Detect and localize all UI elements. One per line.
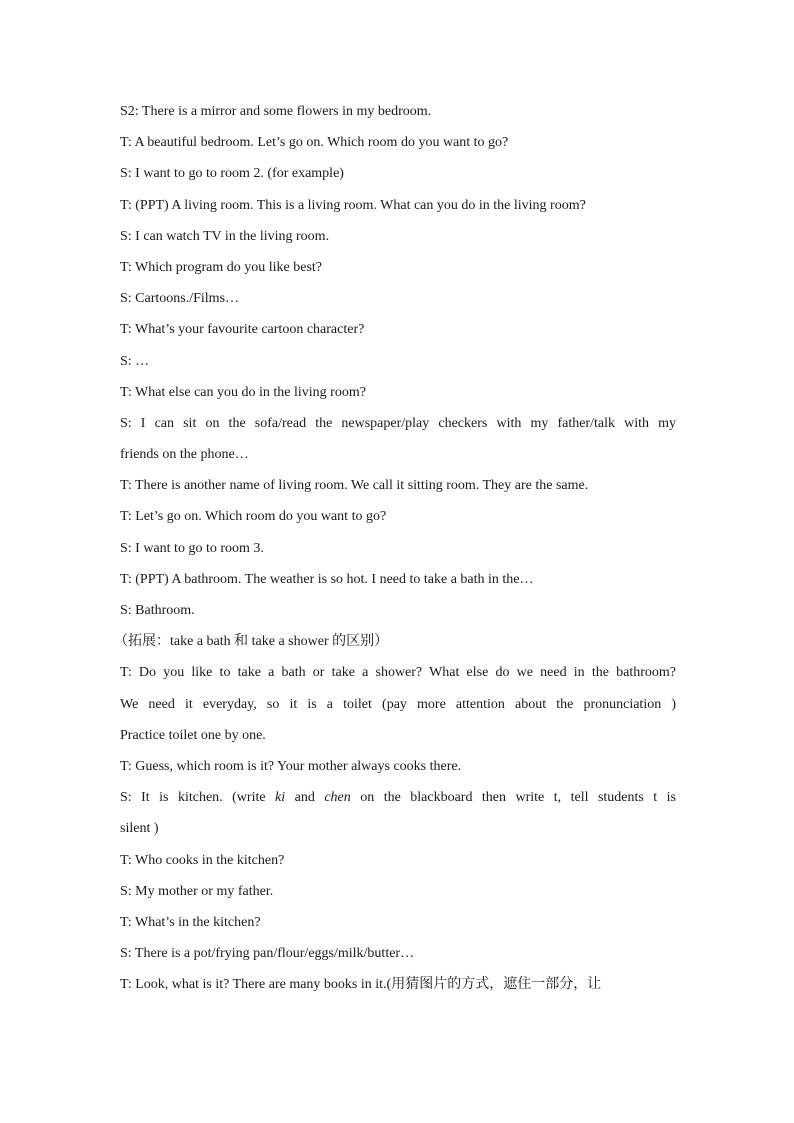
text-segment: S: It is kitchen. (write xyxy=(120,790,266,806)
text-line-mixed xyxy=(120,786,676,817)
text-line: S: Bathroom. xyxy=(120,603,195,618)
text-line: T: What’s your favourite cartoon character? xyxy=(120,322,365,338)
dialogue-text xyxy=(114,100,676,1004)
text-line: T: Look, what is it? There are many books in it.(用猜图片的方式，遮住一部分，让 xyxy=(120,977,602,993)
text-line: S: My mother or my father. xyxy=(120,883,274,899)
text-line: S: I can sit on the sofa/read the newspaper/play checkers with my father/talk with my xyxy=(120,415,676,431)
text-line: T: Which program do you like best? xyxy=(120,259,322,275)
text-line: T: Let’s go on. Which room do you want to go? xyxy=(120,509,387,525)
text-line: friends on the phone… xyxy=(120,447,249,463)
text-line: S: I want to go to room 3. xyxy=(120,540,264,556)
text-line: S: I can watch TV in the living room. xyxy=(120,228,330,244)
text-segment: and xyxy=(294,790,315,806)
text-line: S: … xyxy=(120,353,150,369)
text-line: S: There is a pot/frying pan/flour/eggs/milk/butter… xyxy=(120,946,415,962)
text-line: T: Do you like to take a bath or take a shower? What else do we need in the bathroom? xyxy=(120,665,676,681)
italic-word: chen xyxy=(324,790,351,806)
text-line: S: I want to go to room 2. (for example) xyxy=(120,166,344,182)
text-line: T: Who cooks in the kitchen? xyxy=(120,852,285,868)
text-line: T: There is another name of living room. We call it sitting room. They are the same. xyxy=(120,478,589,494)
text-line: S: Cartoons./Films… xyxy=(120,291,240,307)
text-line: T: (PPT) A living room. This is a living room. What can you do in the living room? xyxy=(120,197,586,213)
text-line: T: What’s in the kitchen? xyxy=(120,914,261,930)
text-line: T: Guess, which room is it? Your mother always cooks there. xyxy=(120,758,462,774)
text-line: silent ) xyxy=(120,821,159,837)
text-line: Practice toilet one by one. xyxy=(120,727,266,743)
text-line: S2: There is a mirror and some flowers in my bedroom. xyxy=(120,104,432,119)
text-line: T: What else can you do in the living room? xyxy=(120,384,366,400)
chinese-note-line: （拓展：take a bath 和 take a shower 的区别） xyxy=(114,634,389,650)
text-line: We need it everyday, so it is a toilet (pay more attention about the pronunciation ) xyxy=(120,696,676,712)
italic-word: ki xyxy=(275,790,286,806)
text-line: T: (PPT) A bathroom. The weather is so hot. I need to take a bath in the… xyxy=(120,571,534,587)
text-line: T: A beautiful bedroom. Let’s go on. Which room do you want to go? xyxy=(120,135,509,151)
text-segment: on the blackboard then write t, tell students t is xyxy=(360,790,676,806)
